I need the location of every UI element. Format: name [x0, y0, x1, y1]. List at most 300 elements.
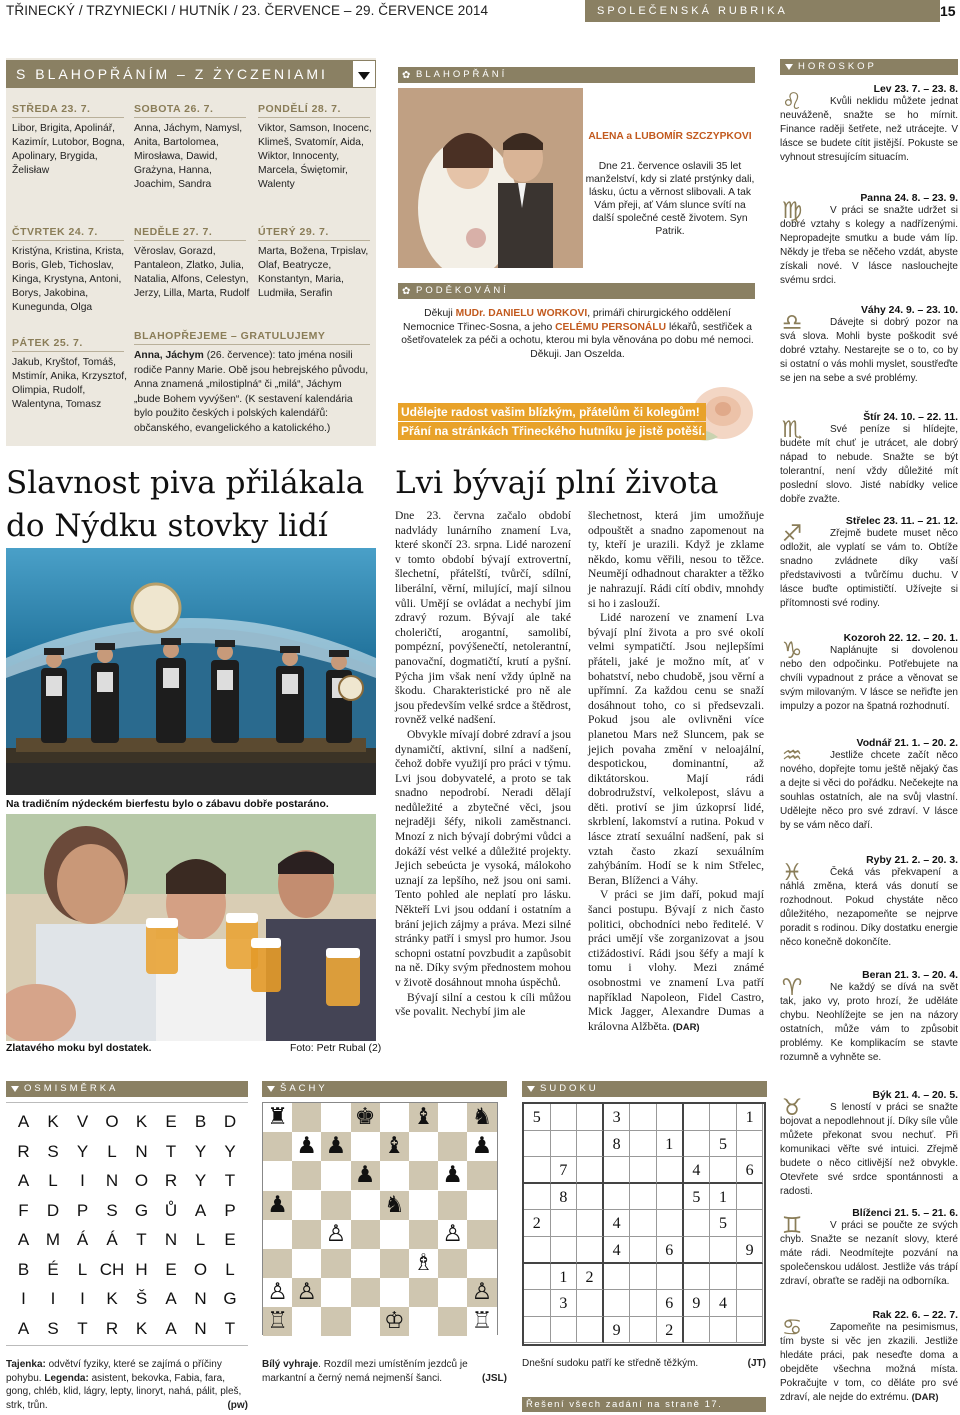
wordsearch-letter[interactable]: G — [223, 1289, 237, 1308]
day-label: ÚTERÝ 29. 7. — [258, 226, 370, 241]
chess-square[interactable] — [351, 1132, 380, 1161]
chess-square[interactable] — [351, 1191, 380, 1220]
wordsearch-letter[interactable]: Y — [194, 1171, 207, 1190]
sudoku-cell[interactable]: 4 — [604, 1210, 631, 1237]
chess-square[interactable] — [321, 1249, 350, 1278]
chess-square[interactable] — [292, 1191, 321, 1220]
horoscope-entry — [780, 970, 958, 1082]
chess-square[interactable] — [292, 1103, 321, 1132]
sudoku-cell[interactable] — [524, 1131, 551, 1158]
sudoku-cell[interactable] — [524, 1317, 551, 1344]
congrats-heading: BLAHOPŘEJEME – GRATULUJEMY — [134, 330, 370, 345]
wordsearch-letter[interactable]: K — [106, 1289, 118, 1308]
wordsearch-letter[interactable]: T — [136, 1230, 147, 1249]
horoscope-title: Střelec 23. 11. – 21. 12. — [845, 516, 958, 527]
horoscope-signature: (DAR) — [908, 1392, 939, 1403]
wordsearch-letter[interactable]: Y — [224, 1141, 236, 1161]
horoscope-entry — [780, 412, 958, 510]
chess-piece-icon[interactable]: ♟ — [325, 1133, 347, 1160]
wordsearch-letter[interactable]: R — [17, 1141, 30, 1161]
leo-column-2: šlechetnost, která jim umožňuje odpouštět a snadno zapomenout na ty, kteří je urazili. Když je zklame někdo, komu věřili, nesou to těžce. Neumějí odhadnout charakter a těžko je nahrazují. Rádi cítí obdiv, mnohdy si ho i zaslouží. Lidé narození ve znamení Lva bývají plní života a pro své okolí velmi sympatičtí. Jsou nejlepšími přáteli, jaké je možno mít, ať v bohatství, nebo chudobě, jsou věrní a upřímní. Za každou cenu se snaží dosáhnout toho, co si předsevzali. Pokud jsou ale ovlivněni více planetou Mars než Sluncem, pak se jejich povaha změní v neloajální, despotickou, dominantní, až diktátorskou. Mají rádi dobrodružství, velkolepost, slávu a děti. protiví se jim úzkoprsí lidé, skrblení, lakomství a rutina. Pokud v lásce ztratí sexuální nadšení, pak si vztah často zkazí sexuálním zahýbáním. Hodí se k nim Střelec, Beran, Blíženci a Váhy. V práci se jim daří, pokud mají šanci postupu. Bývají z nich často politici, obchodníci nebo ředitelé. V práci umějí vše zorganizovat a jsou ctižádostiví. Rádi jsou šéfy a mají k tomu i vlohy. Mezi známé osobnostmi ve znamení Lva patří například Napoleon, Fidel Castro, Mick Jagger, Alexandre Dumas a královna Alžběta. (DAR) — [588, 509, 764, 1033]
horoscope-entry — [780, 193, 958, 298]
horoscope-text: Ne každý se dívá na svět tak, jako vy, proto hrozí, že uděláte chybu. Neohlížejte se jen na názory ostatních, může vám to způsobit problémy. Ke komplikacím se stavte rozumně a vyhněte se. — [780, 982, 958, 1063]
chess-square[interactable] — [292, 1307, 321, 1336]
horoscope-entry — [780, 1090, 958, 1200]
sudoku-cell[interactable] — [657, 1104, 684, 1131]
sudoku-cell[interactable]: 1 — [737, 1104, 764, 1131]
horoscope-title: Štír 24. 10. – 22. 11. — [863, 412, 958, 423]
sudoku-cell[interactable]: 2 — [577, 1264, 604, 1291]
day-names: Kristýna, Kristina, Krista, Boris, Gleb, Tichoslav, Kinga, Krystyna, Antoni, Borys, Jakobina, Kunegunda, Olga — [12, 246, 125, 313]
chess-square[interactable] — [380, 1103, 409, 1132]
day-label: PONDĚLÍ 28. 7. — [258, 103, 370, 118]
chess-square[interactable] — [292, 1249, 321, 1278]
wordsearch-letter[interactable]: A — [165, 1289, 177, 1308]
wordsearch-letter[interactable]: L — [107, 1141, 117, 1161]
sudoku-cell[interactable] — [630, 1131, 657, 1158]
sudoku-cell[interactable] — [577, 1104, 604, 1131]
sudoku-cell[interactable]: 4 — [604, 1237, 631, 1264]
wordsearch-letter[interactable]: S — [47, 1318, 59, 1338]
chess-piece-icon[interactable]: ♟ — [354, 1162, 376, 1189]
sudoku-cell[interactable] — [737, 1317, 764, 1344]
horoscope-title: Lev 23. 7. – 23. 8. — [873, 84, 958, 95]
promo-line-2: Přání na stránkách Třineckého hutníku je jistě potěší. — [398, 422, 706, 440]
chess-square[interactable] — [380, 1249, 409, 1278]
wordsearch-letter[interactable]: B — [194, 1112, 207, 1131]
chess-square[interactable] — [438, 1307, 467, 1336]
sudoku-cell[interactable] — [551, 1317, 578, 1344]
chess-piece-icon[interactable]: ♝ — [413, 1104, 434, 1130]
sudoku-cell[interactable]: 5 — [684, 1184, 711, 1211]
sudoku-cell[interactable]: 9 — [604, 1317, 631, 1344]
sudoku-cell[interactable] — [524, 1290, 551, 1317]
wordsearch-grid — [6, 1102, 248, 1346]
sudoku-cell[interactable] — [657, 1184, 684, 1211]
zodiac-sign-icon: ♍ — [781, 198, 803, 224]
wordsearch-letter[interactable]: V — [76, 1112, 89, 1131]
horoscope-title: Ryby 21. 2. – 20. 3. — [866, 855, 958, 866]
greetings-bar: ✿ BLAHOPŘÁNÍ — [398, 67, 755, 83]
anniversary-message: Dne 21. července oslavili 35 let manželství, kdy si zlaté prstýnky dali, lásku, úctu a věrnost slibovali. A tak Vám přeji, ať Vám slunce svítí na další společné cestě životem. Syn Patrik. — [585, 161, 755, 237]
page-number: 15 — [940, 3, 956, 19]
sudoku-cell[interactable] — [630, 1290, 657, 1317]
sudoku-cell[interactable] — [630, 1184, 657, 1211]
chess-piece-icon[interactable]: ♜ — [267, 1104, 288, 1130]
chess-square[interactable] — [467, 1191, 496, 1220]
sudoku-cell[interactable] — [684, 1264, 711, 1291]
sudoku-cell[interactable] — [710, 1157, 737, 1184]
sudoku-cell[interactable] — [524, 1237, 551, 1264]
day-names: Libor, Brigita, Apolinář, Kazimír, Lutobor, Bogna, Apolinary, Brygida, Želisław — [12, 123, 125, 176]
wordsearch-letter[interactable]: L — [225, 1259, 235, 1279]
zodiac-sign-icon: ♋ — [781, 1315, 803, 1341]
wordsearch-clue: Tajenka: odvětví fyziky, které se zajímá o příčiny pohybu. Legenda: asistent, bekovka, Fabia, fara, gong, chléb, klid, lágry, lepty, linoryt, nahá, pálit, pleš, strk, trůn. (pw) — [6, 1359, 248, 1411]
chess-square[interactable] — [380, 1220, 409, 1249]
chess-square[interactable] — [321, 1278, 350, 1307]
wordsearch-letter[interactable]: L — [77, 1259, 88, 1279]
sudoku-cell[interactable]: 5 — [710, 1131, 737, 1158]
promo-line-1: Udělejte radost vašim blízkým, přátelům či kolegům! — [398, 403, 706, 421]
sudoku-cell[interactable] — [604, 1264, 631, 1291]
sudoku-cell[interactable] — [551, 1237, 578, 1264]
wordsearch-letter[interactable]: P — [76, 1200, 89, 1220]
sudoku-cell[interactable]: 6 — [657, 1290, 684, 1317]
wordsearch-letter[interactable]: T — [224, 1318, 236, 1338]
horoscope-text: V práci se poučte ze svých chyb. Snažte se nezanít slovy, které máte rádi. Neodmítejte pozvání na společenskou událost. Jestliže vás trápí zdraví, obraťte se raději na odborníka. — [780, 1220, 958, 1287]
sudoku-cell[interactable] — [737, 1290, 764, 1317]
sudoku-cell[interactable] — [551, 1104, 578, 1131]
chess-square[interactable] — [321, 1103, 350, 1132]
chess-square[interactable] — [351, 1249, 380, 1278]
chess-square[interactable] — [438, 1103, 467, 1132]
horoscope-entry — [780, 516, 958, 628]
sudoku-cell[interactable]: 6 — [657, 1237, 684, 1264]
wordsearch-letter[interactable]: K — [47, 1112, 59, 1131]
sudoku-cell[interactable]: 8 — [551, 1184, 578, 1211]
sudoku-cell[interactable] — [657, 1157, 684, 1184]
sudoku-cell[interactable]: 5 — [524, 1104, 551, 1131]
sudoku-cell[interactable] — [577, 1157, 604, 1184]
wordsearch-letter[interactable]: D — [46, 1200, 60, 1220]
wordsearch-letter[interactable]: N — [194, 1318, 207, 1338]
congrats-names: Anna, Jáchym — [134, 350, 204, 361]
sudoku-cell[interactable] — [577, 1317, 604, 1344]
crowd-photo — [6, 814, 376, 1041]
day-names: Marta, Božena, Trpislav, Olaf, Beatrycze, Konstantyn, Maria, Ludmiła, Serafin — [258, 246, 369, 299]
wordsearch-letter[interactable]: O — [105, 1112, 119, 1131]
zodiac-sign-icon: ♊ — [781, 1213, 803, 1239]
wordsearch-letter[interactable]: O — [193, 1259, 208, 1279]
chess-square[interactable] — [409, 1132, 438, 1161]
wordsearch-letter[interactable]: I — [80, 1171, 85, 1190]
wordsearch-letter[interactable]: G — [134, 1200, 149, 1220]
wordsearch-letter[interactable]: T — [77, 1318, 88, 1338]
horoscope-text: Zřejmě budete muset něco odložit, ale vyplatí se vám to. Obtíže snadno zvládnete díky vaší představivosti a tvůrčímu duchu. V lásce buďte optimističtí. Užívejte si přítomnosti své rodiny. — [780, 528, 958, 609]
day-label: NEDĚLE 27. 7. — [134, 226, 246, 241]
chess-square[interactable] — [292, 1161, 321, 1190]
sudoku-cell[interactable] — [551, 1210, 578, 1237]
wordsearch-letter[interactable]: N — [164, 1230, 178, 1249]
sudoku-cell[interactable] — [737, 1264, 764, 1291]
sudoku-cell[interactable]: 1 — [710, 1184, 737, 1211]
wordsearch-letter[interactable]: O — [134, 1171, 149, 1190]
day-label: STŘEDA 23. 7. — [12, 103, 124, 118]
wordsearch-letter[interactable]: L — [48, 1171, 58, 1190]
sudoku-cell[interactable]: 2 — [657, 1317, 684, 1344]
horoscope-entry — [780, 1310, 958, 1412]
sudoku-cell[interactable]: 3 — [604, 1104, 631, 1131]
wordsearch-letter[interactable]: D — [223, 1112, 237, 1131]
horoscope-text: Čeká vás překvapení a náhlá změna, která vás donutí se rozhodnout. Pokud chystáte něco důležitého, nezapomeňte se nejprve poradit s rodinou. Díky dostatku energie něco konečně dokončíte. — [780, 867, 958, 948]
chess-piece-icon[interactable]: ♙ — [296, 1279, 317, 1306]
horoscope-title: Beran 21. 3. – 20. 4. — [862, 970, 958, 981]
sudoku-cell[interactable] — [524, 1184, 551, 1211]
sudoku-cell[interactable] — [630, 1157, 657, 1184]
sudoku-cell[interactable] — [684, 1131, 711, 1158]
horoscope-title: Rak 22. 6. – 22. 7. — [872, 1310, 958, 1321]
sudoku-cell[interactable] — [737, 1210, 764, 1237]
day-label: SOBOTA 26. 7. — [134, 103, 246, 118]
sudoku-cell[interactable]: 9 — [684, 1290, 711, 1317]
photo-credit: Foto: Petr Rubal (2) — [290, 1043, 382, 1054]
sudoku-cell[interactable] — [604, 1157, 631, 1184]
wordsearch-letter[interactable]: Y — [194, 1141, 207, 1161]
sudoku-cell[interactable]: 4 — [710, 1290, 737, 1317]
wordsearch-letter[interactable]: R — [105, 1318, 119, 1338]
sudoku-cell[interactable]: 9 — [737, 1237, 764, 1264]
wordsearch-letter[interactable]: A — [17, 1171, 30, 1190]
section-label: SPOLEČENSKÁ RUBRIKA — [585, 0, 940, 22]
wordsearch-letter[interactable]: P — [224, 1200, 236, 1220]
zodiac-sign-icon: ♐ — [781, 521, 803, 547]
chess-piece-icon[interactable]: ♗ — [413, 1250, 434, 1276]
sudoku-cell[interactable] — [657, 1264, 684, 1291]
wordsearch-letter[interactable]: F — [18, 1200, 29, 1220]
sudoku-cell[interactable] — [630, 1104, 657, 1131]
sudoku-cell[interactable] — [710, 1237, 737, 1264]
sudoku-cell[interactable] — [604, 1184, 631, 1211]
horoscope-entry — [780, 738, 958, 850]
horoscope-text: Naplánujte si dovolenou nebo den odpočinku. Potřebujete na chvíli vypadnout z práce a věnovat se svým milovaným. V lásce se neřiďte jen impulzy a pozor na špatná rozhodnutí. — [780, 645, 958, 712]
sudoku-cell[interactable] — [710, 1317, 737, 1344]
horoscope-title: Býk 21. 4. – 20. 5. — [872, 1090, 958, 1101]
horoscope-entry — [780, 855, 958, 963]
horoscope-bar: HOROSKOP — [780, 59, 958, 75]
chess-square[interactable] — [321, 1191, 350, 1220]
wordsearch-letter[interactable]: Ů — [164, 1200, 178, 1220]
sudoku-cell[interactable] — [684, 1317, 711, 1344]
sudoku-bar: SUDOKU — [522, 1081, 767, 1097]
chess-piece-icon[interactable]: ♙ — [442, 1220, 463, 1247]
sudoku-cell[interactable] — [630, 1237, 657, 1264]
wordsearch-letter[interactable]: E — [224, 1230, 236, 1249]
chess-square[interactable] — [292, 1220, 321, 1249]
sudoku-cell[interactable] — [684, 1104, 711, 1131]
chess-square[interactable] — [263, 1132, 292, 1161]
sudoku-cell[interactable]: 6 — [737, 1157, 764, 1184]
sudoku-cell[interactable] — [551, 1131, 578, 1158]
wordsearch-letter[interactable]: K — [135, 1318, 148, 1338]
name-days-title: S BLAHOPŘÁNÍM – Z ŻYCZENIAMI — [6, 60, 352, 88]
wordsearch-letter[interactable]: H — [135, 1259, 148, 1279]
leo-column-1: Dne 23. června začalo období nadvlády lunárního znamení Lva, které skončí 23. srpna. Lidé narození v tomto období bývají extrovertní, šlechetní, přátelští, tvůrčí, sdílní, liberální, věrní, milující, mají silnou vůli. Umějí se ovládat a nechybí jim zdravý rozum. Bývají ale také choleričtí, arogantní, samolibí, pompézní, povýšenečtí, netolerantní, panovační, dogmatičtí, krutí a pyšní. Pýcha jim však není vždy úplně na škodu. Charakteristické pro ně ale jsou především velké srdce a štědrost, rovněž velké nadšení. Obvykle mívají dobré zdraví a jsou dynamičtí, aktivní, silní a nadšení, čehož dobře využijí pro práci v týmu. Lvi jsou dobyvatelé, a proto se tak snadno nepodrobí. Neradi dělají nedůležité a zbytečné věci, jsou nejraději šéfy, nikoli zaměstnanci. Mnozí z nich bývají dobrými vůdci a dokáží vést velké a důležité projekty. Jejich sebeúcta je vysoká, málokoho uznají za lepšího, než jsou oni sami. Tento pohled ale neplatí pro lásku. Někteří Lvi jsou oddaní i ostatním a brání jejich zájmy a práva. Mezi silné stránky patří i smysl pro humor. Jsou schopni ostatní povzbudit a zapůsobit na ně. Díky svým přednostem mohou v životě dosáhnout mnoha úspěchů. Bývají silní a cestou k cíli můžou vše povalit. Nechybí jim ale — [395, 509, 571, 1019]
congrats-body: (26. července): tato jména nosili rodiče Panny Marie. Obě jsou hebrejského původu, Anna znamená „milostiplná“ či „milá“, Jáchym „bude Bohem vyvýšen“. (K sestavení kalendária bylo použito českých i polských kalendářů: občanského, evangelického a katolického.) — [134, 350, 369, 434]
wordsearch-letter[interactable]: T — [165, 1141, 177, 1161]
day-label: ČTVRTEK 24. 7. — [12, 226, 124, 241]
wordsearch-letter[interactable]: A — [17, 1318, 30, 1338]
wordsearch-bar: OSMISMĚRKA — [6, 1081, 248, 1097]
wordsearch-letter[interactable]: E — [165, 1112, 177, 1131]
chess-square[interactable] — [467, 1161, 496, 1190]
horoscope-title: Kozoroh 22. 12. – 20. 1. — [843, 633, 958, 644]
chess-square[interactable] — [380, 1161, 409, 1190]
chess-piece-icon[interactable]: ♟ — [471, 1133, 493, 1160]
horoscope-text: Své peníze si hlídejte, budete mít chuť je utrácet, ale dobrý nápad to nebude. Snažte se být tolerantní, není vždy důležité mít poslední slovo. Jisté nabídky velice dobře zvažte. — [780, 424, 958, 505]
sudoku-grid — [522, 1102, 766, 1346]
chess-piece-icon[interactable]: ♞ — [383, 1191, 405, 1218]
sudoku-cell[interactable] — [684, 1210, 711, 1237]
chess-piece-icon[interactable]: ♟ — [267, 1191, 288, 1218]
wordsearch-letter[interactable]: Á — [76, 1230, 89, 1249]
day-names: Anna, Jáchym, Namysl, Anita, Bartolomea, Mirosława, Dawid, Grażyna, Hanna, Joachim, Sandra — [134, 123, 243, 190]
sudoku-cell[interactable]: 7 — [551, 1157, 578, 1184]
chess-square[interactable] — [263, 1249, 292, 1278]
sudoku-cell[interactable]: 8 — [604, 1131, 631, 1158]
sudoku-cell[interactable] — [604, 1290, 631, 1317]
collapse-toggle-icon[interactable] — [352, 60, 376, 88]
sudoku-cell[interactable]: 3 — [551, 1290, 578, 1317]
wordsearch-letter[interactable]: Á — [106, 1230, 118, 1249]
zodiac-sign-icon: ♌ — [781, 89, 803, 115]
chess-square[interactable] — [351, 1220, 380, 1249]
chess-piece-icon[interactable]: ♙ — [325, 1220, 347, 1247]
horoscope-entry — [780, 305, 958, 405]
sudoku-cell[interactable] — [630, 1317, 657, 1344]
wordsearch-letter[interactable]: M — [45, 1230, 61, 1249]
couple-names: ALENA a LUBOMÍR SZCZYPKOVI — [588, 131, 752, 142]
sudoku-cell[interactable] — [710, 1264, 737, 1291]
chess-board — [262, 1102, 498, 1335]
horoscope-title: Váhy 24. 9. – 23. 10. — [860, 305, 958, 316]
wordsearch-letter[interactable]: B — [17, 1259, 30, 1279]
chess-piece-icon[interactable]: ♟ — [442, 1162, 463, 1189]
sudoku-cell[interactable] — [577, 1237, 604, 1264]
zodiac-sign-icon: ♏ — [781, 417, 803, 443]
chess-piece-icon[interactable]: ♖ — [471, 1308, 493, 1335]
sudoku-cell[interactable] — [577, 1184, 604, 1211]
page-header-title: TŘINECKÝ / TRZYNIECKI / HUTNÍK / 23. ČERVENCE – 29. ČERVENCE 2014 — [6, 3, 489, 18]
horoscope-entry — [780, 84, 958, 184]
chess-square[interactable] — [351, 1307, 380, 1336]
chess-square[interactable] — [409, 1220, 438, 1249]
chess-square[interactable] — [263, 1220, 292, 1249]
sudoku-cell[interactable] — [577, 1131, 604, 1158]
wordsearch-letter[interactable]: A — [17, 1112, 30, 1131]
wordsearch-letter[interactable]: T — [224, 1171, 236, 1190]
day-names: Jakub, Kryštof, Tomáš, Mstimír, Anika, Krzysztof, Olimpia, Rudolf, Walentyna, Tomasz — [12, 357, 128, 410]
thanks-bar: ✿ PODĚKOVÁNÍ — [398, 283, 755, 299]
wordsearch-letter[interactable]: R — [164, 1171, 178, 1190]
sudoku-cell[interactable]: 1 — [551, 1264, 578, 1291]
photo-caption: Na tradičním nýdeckém bierfestu bylo o zábavu dobře postaráno. — [6, 799, 329, 810]
horoscope-text: Kvůli neklidu můžete jednat neuváženě, snažte se ho mírnit. Finance raději šetřete, než utrácejte. V lásce se budete cítit jistější. Pokuste se vyhnout stresujícím situacím. — [780, 96, 958, 163]
chess-piece-icon[interactable]: ♚ — [354, 1104, 376, 1130]
chess-clue: Bílý vyhraje. Rozdíl mezi umístěním jezdců je markantní a černý nemá nejmenší šanci. (JSL) — [262, 1359, 507, 1384]
horoscope-text: V práci se snažte udržet si dobré vztahy s kolegy a nadřízenými. Nepropadejte smutku a bude vám líp. Někdy je třeba se něčeho vzdát, abyste získali nové. V lásce naslouchejte svému srdci. — [780, 205, 958, 286]
sudoku-cell[interactable] — [577, 1290, 604, 1317]
wordsearch-letter[interactable]: L — [195, 1230, 206, 1249]
chess-piece-icon[interactable]: ♟ — [296, 1133, 317, 1160]
horoscope-text: S leností v práci se snažte bojovat a nepodlehnout jí. Díky síle vůle můžete překonat svou nechuť. Při komunikaci věřte své intuici. Zřejmě budete o něco citlivější než obvykle. Otevřete své srdce spontánnosti a radosti. — [780, 1102, 958, 1197]
zodiac-sign-icon: ♑ — [781, 638, 803, 664]
chess-square[interactable] — [438, 1278, 467, 1307]
chess-piece-icon[interactable]: ♞ — [471, 1104, 493, 1130]
chess-square[interactable] — [263, 1161, 292, 1190]
chess-square[interactable] — [467, 1249, 496, 1278]
wordsearch-letter[interactable]: I — [21, 1289, 26, 1308]
wordsearch-letter[interactable]: K — [135, 1112, 148, 1131]
sudoku-cell[interactable]: 2 — [524, 1210, 551, 1237]
chess-square[interactable] — [409, 1307, 438, 1336]
photo-caption: Zlatavého moku byl dostatek. — [6, 1043, 152, 1054]
sudoku-cell[interactable] — [657, 1210, 684, 1237]
wordsearch-letter[interactable]: N — [135, 1141, 148, 1161]
day-names: Viktor, Samson, Inocenc, Klimeš, Svatomír, Aida, Wiktor, Innocenty, Marcela, Świętomir, Walenty — [258, 123, 372, 190]
wordsearch-letter[interactable]: Y — [76, 1141, 89, 1161]
wordsearch-letter[interactable]: N — [105, 1171, 119, 1190]
chess-square[interactable] — [438, 1249, 467, 1278]
chess-square[interactable] — [321, 1161, 350, 1190]
chess-piece-icon[interactable]: ♔ — [383, 1308, 405, 1335]
chess-square[interactable] — [409, 1161, 438, 1190]
sudoku-cell[interactable] — [710, 1104, 737, 1131]
wordsearch-letter[interactable]: A — [194, 1200, 207, 1220]
promo-banner — [398, 375, 768, 450]
horoscope-title: Blíženci 21. 5. – 21. 6. — [852, 1208, 958, 1219]
wordsearch-letter[interactable]: Š — [135, 1289, 148, 1308]
chess-piece-icon[interactable]: ♙ — [471, 1279, 493, 1306]
chess-piece-icon[interactable]: ♖ — [267, 1308, 288, 1335]
wordsearch-letter[interactable]: S — [106, 1200, 118, 1220]
sudoku-note: Dnešní sudoku patří ke středně těžkým. (JT) — [522, 1358, 766, 1369]
sudoku-cell[interactable] — [737, 1131, 764, 1158]
horoscope-text: Dávejte si dobrý pozor na svá slova. Mohli byste poškodit své dobré vztahy. Nestarejte se o to, co by si ostatní o vás mohli myslet, soustřeďte se jen na sebe a své problémy. — [780, 317, 958, 384]
sudoku-cell[interactable]: 5 — [710, 1210, 737, 1237]
horoscope-text: Jestliže chcete začít něco nového, dopřejte tomu ještě nějaký čas a dejte si věci do pořádku. Nečekejte na souhlas ostatních, ale na svůj vlastní. Udělejte něco pro své zdraví. V lásce by se vám něco daří. — [780, 750, 958, 831]
chess-square[interactable] — [409, 1278, 438, 1307]
sudoku-cell[interactable]: 1 — [657, 1131, 684, 1158]
chess-square[interactable] — [467, 1220, 496, 1249]
wordsearch-letter[interactable]: A — [165, 1318, 177, 1338]
day-names: Věroslav, Gorazd, Pantaleon, Zlatko, Julia, Natalia, Alfons, Celestyn, Jerzy, Lilla, Marta, Rudolf — [134, 246, 250, 299]
solution-note: Řešení všech zadání na straně 17. — [522, 1397, 766, 1412]
chess-square[interactable] — [409, 1191, 438, 1220]
sudoku-cell[interactable] — [630, 1210, 657, 1237]
wordsearch-letter[interactable]: S — [47, 1141, 59, 1161]
wordsearch-letter[interactable]: É — [47, 1259, 59, 1279]
chess-square[interactable] — [380, 1278, 409, 1307]
wordsearch-letter[interactable]: I — [50, 1289, 56, 1308]
horoscope-entry — [780, 1208, 958, 1304]
chess-square[interactable] — [321, 1307, 350, 1336]
sudoku-cell[interactable]: 4 — [684, 1157, 711, 1184]
wordsearch-letter[interactable]: A — [17, 1230, 30, 1249]
wordsearch-letter[interactable]: N — [194, 1289, 207, 1308]
horoscope-title: Panna 24. 8. – 23. 9. — [860, 193, 958, 204]
wordsearch-letter[interactable]: E — [165, 1259, 177, 1279]
wedding-photo — [398, 88, 583, 268]
sudoku-cell[interactable] — [524, 1157, 551, 1184]
chess-square[interactable] — [351, 1278, 380, 1307]
chess-bar: ŠACHY — [262, 1081, 507, 1097]
sudoku-cell[interactable] — [577, 1210, 604, 1237]
wordsearch-letter[interactable]: CH — [99, 1259, 125, 1279]
chess-piece-icon[interactable]: ♝ — [383, 1133, 405, 1160]
sudoku-cell[interactable] — [524, 1264, 551, 1291]
zodiac-sign-icon: ♉ — [781, 1095, 803, 1121]
congrats-text — [134, 349, 370, 436]
chess-square[interactable] — [438, 1132, 467, 1161]
chess-square[interactable] — [438, 1191, 467, 1220]
leo-headline: Lvi bývají plní života — [395, 465, 719, 501]
wordsearch-letter[interactable]: I — [80, 1289, 85, 1308]
sudoku-cell[interactable] — [737, 1184, 764, 1211]
sudoku-cell[interactable] — [684, 1237, 711, 1264]
zodiac-sign-icon: ♒ — [781, 743, 803, 769]
sudoku-cell[interactable] — [630, 1264, 657, 1291]
chess-piece-icon[interactable]: ♙ — [267, 1279, 288, 1306]
